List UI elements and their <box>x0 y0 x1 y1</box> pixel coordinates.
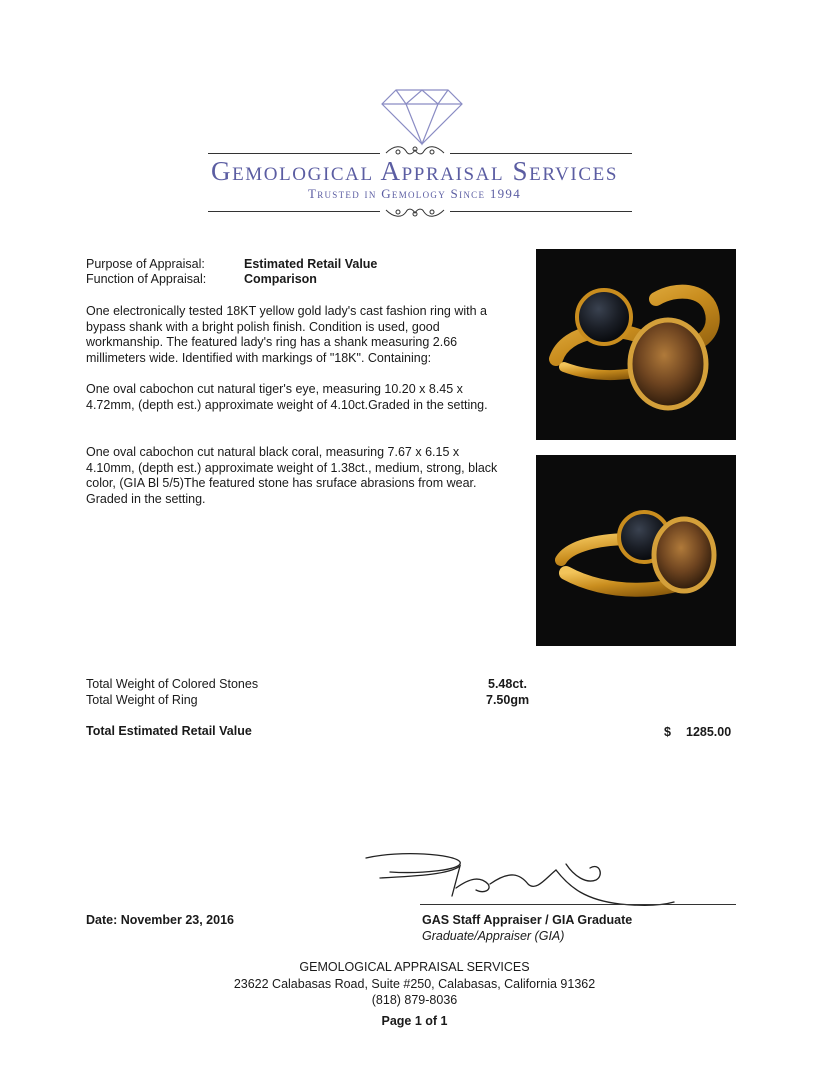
footer-company: GEMOLOGICAL APPRAISAL SERVICES <box>299 960 530 974</box>
purpose-value: Estimated Retail Value <box>244 257 378 271</box>
diamond-outline-icon <box>380 88 464 146</box>
appraiser-signature <box>360 848 680 910</box>
purpose-label: Purpose of Appraisal: <box>86 257 205 271</box>
header-rule-top-left <box>208 153 380 154</box>
total-retail-label: Total Estimated Retail Value <box>86 724 252 738</box>
company-name: Gemological Appraisal Services <box>210 156 619 186</box>
page-number: Page 1 of 1 <box>381 1014 448 1028</box>
description-ring: One electronically tested 18KT yellow gold lady's cast fashion ring with a bypass shank with a bright polish finish. Condition is used, good workmanship. The featured lady's ring has a shank measuring 2.66 millimeters wide. Identified with markings of "18K". Containing: <box>86 304 487 365</box>
total-retail-value: 1285.00 <box>686 725 732 739</box>
footer-phone: (818) 879-8036 <box>371 993 458 1007</box>
total-colored-stones-label: Total Weight of Colored Stones <box>86 677 259 691</box>
function-value: Comparison <box>244 272 317 286</box>
signature-line <box>420 904 736 905</box>
appraisal-date: Date: November 23, 2016 <box>86 913 234 927</box>
appraiser-title: GAS Staff Appraiser / GIA Graduate <box>422 913 633 927</box>
total-ring-weight-label: Total Weight of Ring <box>86 693 198 707</box>
ring-photo-top <box>536 249 736 440</box>
description-tigers-eye: One oval cabochon cut natural tiger's eye, measuring 10.20 x 8.45 x 4.72mm, (depth est.) approximate weight of 4.10ct.Graded in the setting. <box>86 382 488 412</box>
header-rule-top-right <box>450 153 632 154</box>
header-ornament-bottom <box>384 204 446 224</box>
header-rule-bottom-left <box>208 211 380 212</box>
total-colored-stones-value: 5.48ct. <box>488 677 527 691</box>
ring-photo-bottom <box>536 455 736 646</box>
footer-address: 23622 Calabasas Road, Suite #250, Calabasas, California 91362 <box>233 977 596 991</box>
header-rule-bottom-right <box>450 211 632 212</box>
appraiser-subtitle: Graduate/Appraiser (GIA) <box>422 929 565 943</box>
function-label: Function of Appraisal: <box>86 272 207 286</box>
company-tagline: Trusted in Gemology Since 1994 <box>307 186 522 201</box>
currency-symbol: $ <box>664 725 671 739</box>
total-ring-weight-value: 7.50gm <box>486 693 530 707</box>
description-black-coral: One oval cabochon cut natural black coral, measuring 7.67 x 6.15 x 4.10mm, (depth est.) approximate weight of 1.38ct., medium, strong, black color, (GIA Bl 5/5)The featured stone has sruface abrasions from wear. Graded in the setting. <box>86 445 498 506</box>
